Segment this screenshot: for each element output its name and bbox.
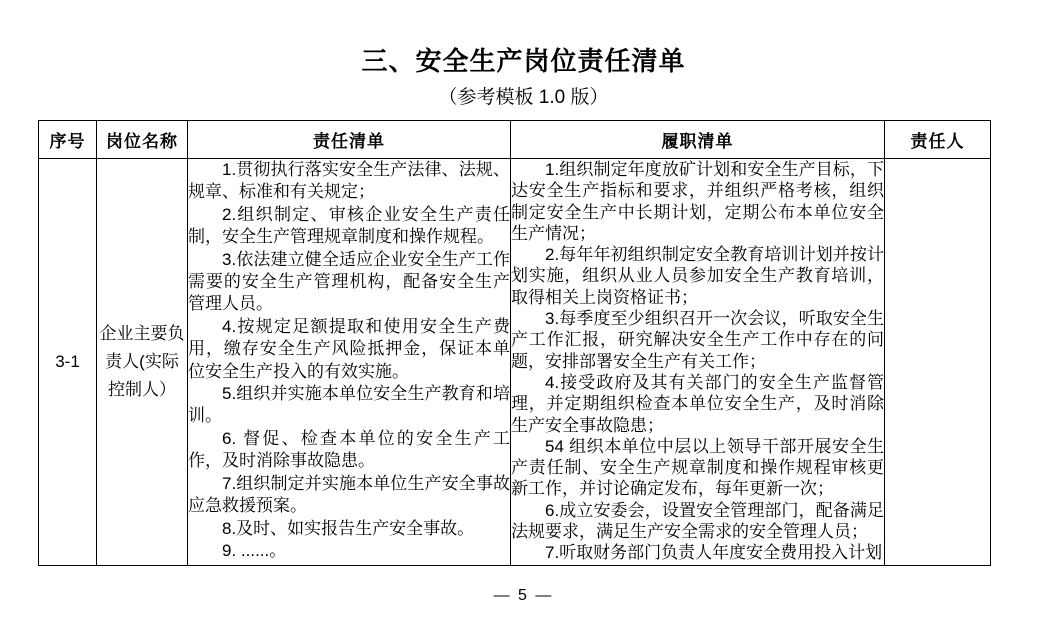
list-paragraph: 54 组织本单位中层以上领导干部开展安全生产责任制、安全生产规章制度和操作规程审核更新工作，并讨论确定发布，每年更新一次； (511, 436, 884, 499)
column-header-responsibility-list: 责任清单 (188, 121, 511, 159)
list-paragraph: 4.按规定足额提取和使用安全生产费用，缴存安全生产风险抵押金，保证本单位安全生产投入的有效实施。 (188, 316, 510, 381)
list-paragraph: 3.每季度至少组织召开一次会议，听取安全生产工作汇报，研究解决安全生产工作中存在的问题，安排部署安全生产有关工作； (511, 309, 884, 371)
table-header-row (39, 121, 991, 159)
serial-number-cell: 3-1 (39, 159, 97, 566)
list-paragraph: 3.依法建立健全适应企业安全生产工作需要的安全生产管理机构，配备安全生产管理人员。 (188, 249, 510, 314)
list-paragraph: 1.组织制定年度放矿计划和安全生产目标，下达安全生产指标和要求，并组织严格考核，组织制定安全生产中长期计划，定期公布本单位安全生产情况； (511, 160, 884, 243)
list-paragraph: 6.成立安委会，设置安全管理部门，配备满足法规要求，满足生产安全需求的安全管理人员； (511, 500, 884, 542)
table-row (39, 159, 991, 566)
list-paragraph: 2.组织制定、审核企业安全生产责任制，安全生产管理规章制度和操作规程。 (188, 204, 510, 247)
column-header-serial: 序号 (39, 121, 97, 159)
list-paragraph: 2.每年年初组织制定安全教育培训计划并按计划实施，组织从业人员参加安全生产教育培训，取得相关上岗资格证书； (511, 245, 884, 307)
list-paragraph: 5.组织并实施本单位安全生产教育和培训。 (188, 384, 510, 426)
responsibility-list-cell (188, 159, 511, 566)
column-header-responsible-person: 责任人 (885, 121, 991, 159)
list-paragraph: 7.听取财务部门负责人年度安全费用投入计划 (545, 543, 883, 563)
list-paragraph: 1.贯彻执行落实安全生产法律、法规、规章、标准和有关规定； (188, 160, 510, 202)
responsibility-table (38, 120, 991, 566)
list-paragraph: 6. 督促、检查本单位的安全生产工作，及时消除事故隐患。 (188, 428, 510, 471)
list-paragraph: 7.组织制定并实施本单位生产安全事故应急救援预案。 (188, 473, 510, 516)
list-paragraph: 4.接受政府及其有关部门的安全生产监督管理，并定期组织检查本单位安全生产，及时消除生产安全事故隐患； (511, 372, 884, 435)
list-paragraph: 8.及时、如实报告生产安全事故。 (222, 518, 475, 538)
document-subtitle: （参考模板 1.0 版） (438, 87, 609, 108)
responsible-person-cell (885, 159, 991, 566)
document-title: 三、安全生产岗位责任清单 (361, 46, 686, 76)
duty-list-cell (511, 159, 885, 566)
post-name-cell: 企业主要负责人(实际控制人） (97, 159, 188, 566)
list-paragraph: 9. ......。 (222, 540, 287, 560)
page-number: — 5 — (493, 587, 554, 604)
column-header-duty-list: 履职清单 (511, 121, 885, 159)
column-header-post-name: 岗位名称 (97, 121, 188, 159)
